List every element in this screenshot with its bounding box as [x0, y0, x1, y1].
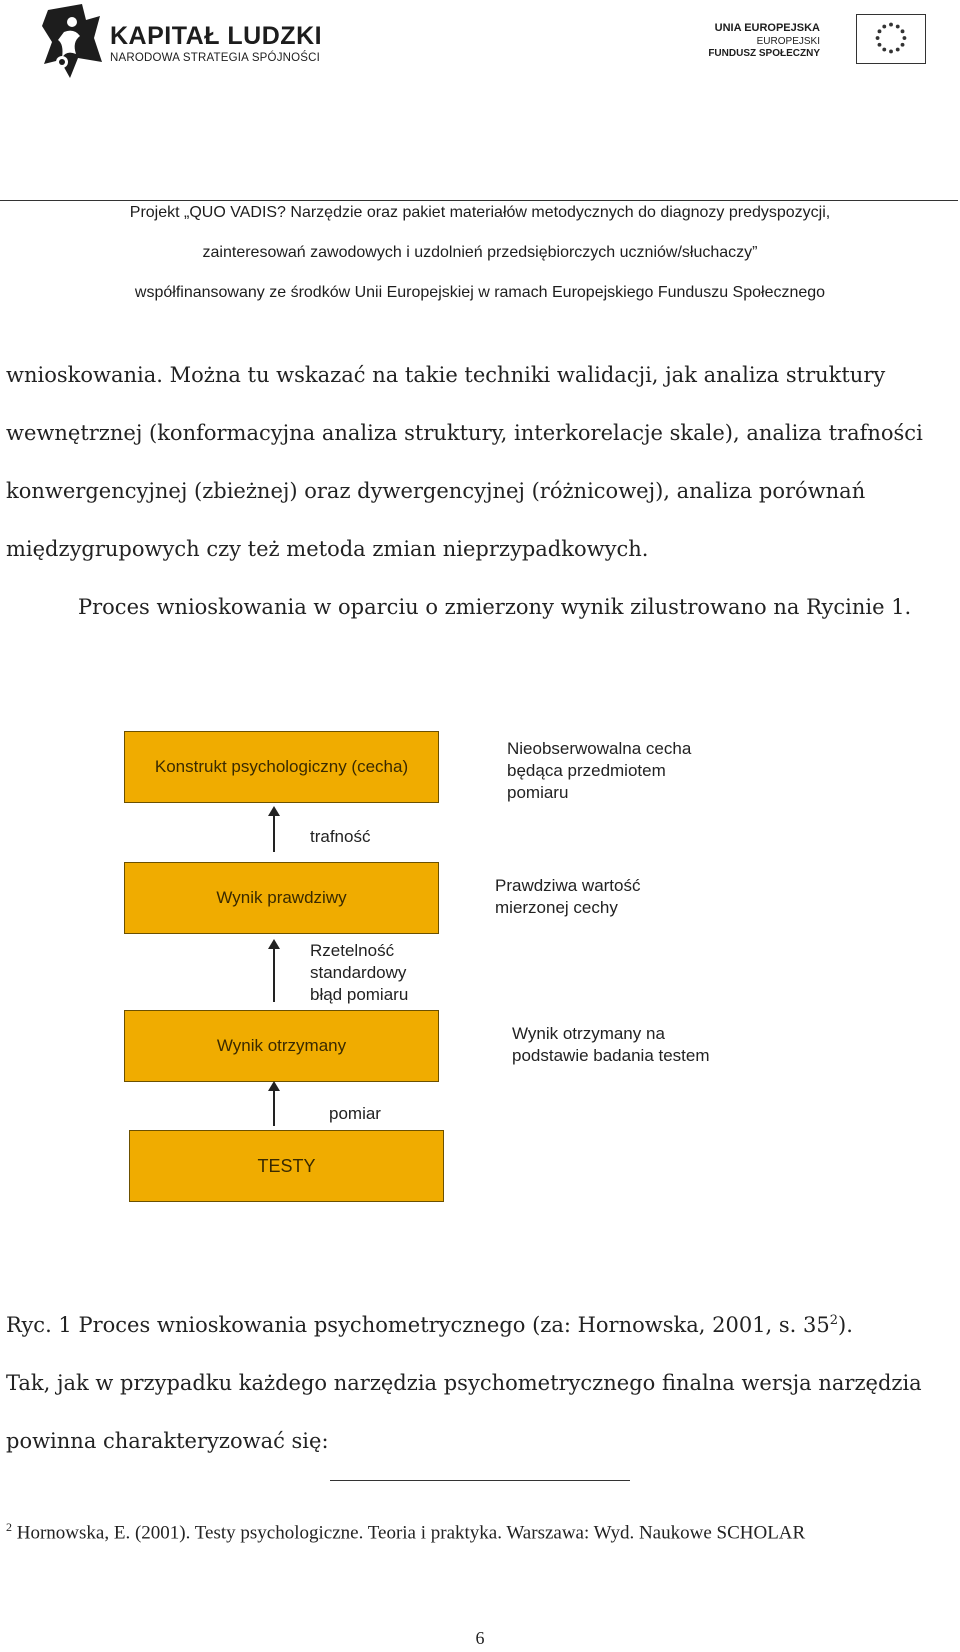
kapital-ludzki-subtitle: NARODOWA STRATEGIA SPÓJNOŚCI	[110, 52, 321, 64]
arrow-label-line: Rzetelność	[310, 941, 395, 960]
arrow-label-measurement: pomiar	[329, 1104, 381, 1123]
arrow-label-line: standardowy	[310, 963, 407, 982]
footnote-divider	[330, 1480, 630, 1481]
body-text-line: wnioskowania. Można tu wskazać na takie techniki walidacji, jak analiza struktury	[6, 363, 886, 387]
arrow-up-icon	[273, 1090, 275, 1126]
diagram-box-tests: TESTY	[129, 1130, 444, 1202]
eu-logo-line: EUROPEJSKI	[756, 36, 820, 47]
eu-logo-line: UNIA EUROPEJSKA	[714, 22, 820, 34]
body-text-line: Proces wnioskowania w oparciu o zmierzony wynik zilustrowano na Rycinie 1.	[78, 595, 912, 619]
project-header-line: zainteresowań zawodowych i uzdolnień przedsiębiorczych uczniów/słuchaczy”	[202, 244, 758, 261]
arrow-up-icon	[273, 948, 275, 1002]
description-line: mierzonej cechy	[495, 898, 618, 917]
arrow-label-validity: trafność	[310, 827, 371, 846]
arrow-label-line: błąd pomiaru	[310, 985, 409, 1004]
diagram-box-true-score: Wynik prawdziwy	[124, 862, 439, 934]
project-header-line: Projekt „QUO VADIS? Narzędzie oraz pakiet materiałów metodycznych do diagnozy predyspozycji,	[129, 204, 831, 221]
diagram-box-observed-score: Wynik otrzymany	[124, 1010, 439, 1082]
page-number: 6	[475, 1628, 485, 1648]
eu-flag-icon	[856, 14, 926, 64]
description-line: Prawdziwa wartość	[495, 876, 641, 895]
footnote	[6, 1520, 805, 1544]
description-line: będąca przedmiotem	[507, 761, 666, 780]
diagram-description-construct	[507, 738, 691, 804]
description-line: Wynik otrzymany na	[512, 1024, 665, 1043]
diagram-description-true-score	[495, 875, 641, 919]
footnote-text: Hornowska, E. (2001). Testy psychologiczne. Teoria i praktyka. Warszawa: Wyd. Naukowe SCHOLAR	[12, 1522, 806, 1544]
description-line: podstawie badania testem	[512, 1046, 710, 1065]
description-line: Nieobserwowalna cecha	[507, 739, 692, 758]
diagram-description-observed-score	[512, 1023, 710, 1067]
body-text-line: konwergencyjnej (zbieżnej) oraz dywergencyjnej (różnicowej), analiza porównań	[6, 479, 866, 503]
body-text-line: Tak, jak w przypadku każdego narzędzia psychometrycznego finalna wersja narzędzia	[6, 1371, 922, 1395]
body-text-line: powinna charakteryzować się:	[6, 1429, 329, 1453]
footnote-mark: 2	[6, 1520, 12, 1534]
body-text-line: wewnętrznej (konformacyjna analiza struktury, interkorelacje skale), analiza trafności	[6, 421, 923, 445]
figure-caption	[6, 1313, 853, 1337]
header-divider	[0, 200, 958, 201]
eu-logo	[708, 12, 930, 72]
arrow-up-icon	[273, 815, 275, 852]
eu-logo-line: FUNDUSZ SPOŁECZNY	[708, 48, 820, 59]
footnote-reference: 2	[829, 1313, 839, 1328]
caption-end: ).	[838, 1313, 853, 1337]
kapital-ludzki-title: KAPITAŁ LUDZKI	[110, 22, 323, 50]
kapital-ludzki-logo	[42, 2, 332, 82]
arrow-label-reliability	[310, 940, 408, 1006]
project-header-line: współfinansowany ze środków Unii Europejskiej w ramach Europejskiego Funduszu Społecznego	[134, 284, 826, 301]
description-line: pomiaru	[507, 783, 569, 802]
body-text-line: międzygrupowych czy też metoda zmian nieprzypadkowych.	[6, 537, 649, 561]
kapital-ludzki-emblem-icon	[42, 2, 104, 80]
caption-text: Ryc. 1 Proces wnioskowania psychometrycznego (za: Hornowska, 2001, s. 35	[6, 1313, 830, 1337]
diagram-box-construct: Konstrukt psychologiczny (cecha)	[124, 731, 439, 803]
